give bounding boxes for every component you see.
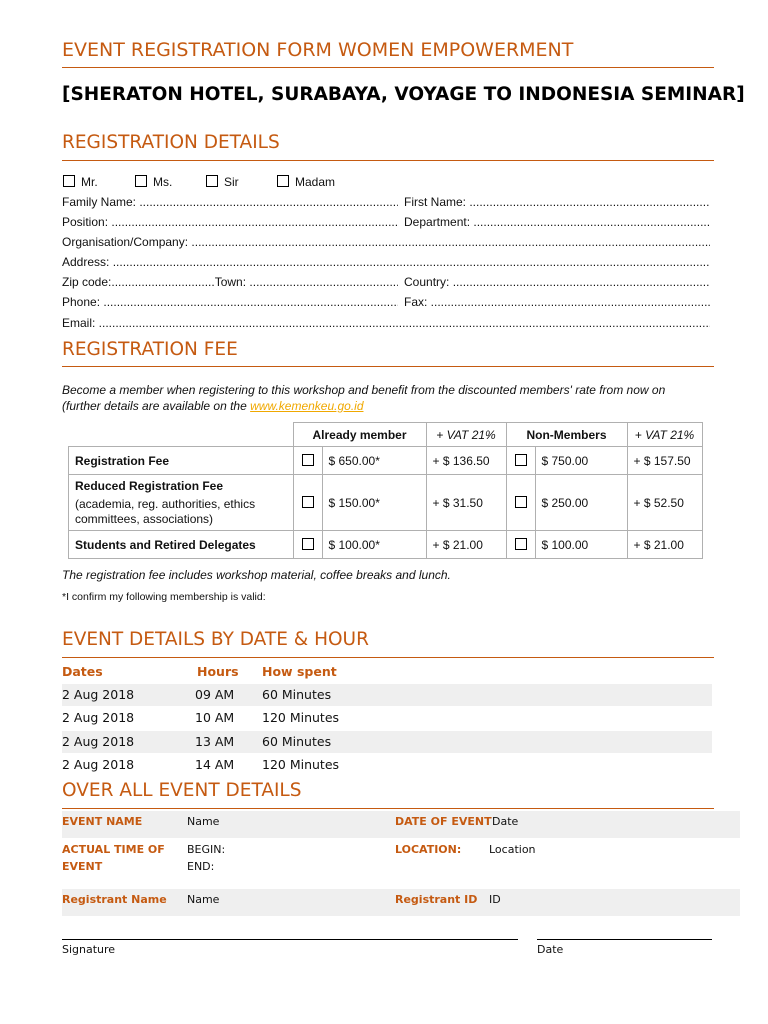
salutation-ms[interactable]: Ms. [135, 175, 172, 189]
member-price: $ 650.00* [322, 447, 426, 475]
member-checkbox-cell[interactable] [293, 531, 322, 559]
country-field[interactable]: Country: ..... [404, 275, 710, 289]
actual-time-label: ACTUAL TIME OF EVENT [62, 843, 165, 873]
table-row [69, 531, 703, 559]
list-item [62, 754, 712, 776]
location-value[interactable]: Location [489, 843, 536, 856]
email-field[interactable]: Email: ..... [62, 316, 710, 330]
column-hours: Hours [197, 664, 239, 679]
registrant-name-label: Registrant Name [62, 893, 167, 906]
event-date: 2 Aug 2018 [62, 687, 135, 702]
header-vat-member: + VAT 21% [426, 423, 506, 447]
fee-intro-line2: (further details are available on the www.kemenkeu.go.id [62, 399, 364, 413]
non-member-vat: + $ 52.50 [627, 475, 702, 531]
registration-fee-rule [62, 366, 714, 367]
organisation-field[interactable]: Organisation/Company: ..... [62, 235, 710, 249]
event-date: 2 Aug 2018 [62, 734, 135, 749]
registrant-id-label: Registrant ID [395, 893, 478, 906]
member-checkbox-cell[interactable] [293, 475, 322, 531]
member-price: $ 100.00* [322, 531, 426, 559]
address-field[interactable]: Address: ..... [62, 255, 710, 269]
non-member-vat: + $ 157.50 [627, 447, 702, 475]
phone-field[interactable]: Phone: ..... [62, 295, 398, 309]
header-vat-non-member: + VAT 21% [627, 423, 702, 447]
list-item [62, 707, 712, 729]
family-name-field[interactable]: Family Name: ..... [62, 195, 398, 209]
row-label: Registration Fee [69, 447, 294, 475]
member-checkbox[interactable] [302, 454, 314, 466]
title-rule [62, 67, 714, 68]
registration-fee-heading: REGISTRATION FEE [62, 339, 238, 360]
department-field[interactable]: Department: ..... [404, 215, 710, 229]
membership-confirm: *I confirm my following membership is valid: [62, 591, 266, 603]
event-duration: 120 Minutes [262, 710, 340, 725]
event-hour: 14 AM [195, 757, 235, 772]
non-member-vat: + $ 21.00 [627, 531, 702, 559]
table-row [69, 447, 703, 475]
event-date: 2 Aug 2018 [62, 710, 135, 725]
registrant-id-value[interactable]: ID [489, 893, 501, 906]
header-already-member: Already member [293, 423, 426, 447]
non-member-checkbox[interactable] [515, 454, 527, 466]
row-label: Reduced Registration Fee [75, 478, 224, 493]
event-name-label: EVENT NAME [62, 815, 143, 828]
kemenkeu-link[interactable]: www.kemenkeu.go.id [250, 399, 364, 413]
registrant-name-value[interactable]: Name [187, 893, 220, 906]
position-field[interactable]: Position: ..... [62, 215, 398, 229]
member-checkbox[interactable] [302, 496, 314, 508]
form-subtitle: [SHERATON HOTEL, SURABAYA, VOYAGE TO INDONESIA SEMINAR] [62, 84, 745, 105]
row-label: Students and Retired Delegates [69, 531, 294, 559]
end-value[interactable]: END: [187, 860, 215, 873]
event-details-heading: EVENT DETAILS BY DATE & HOUR [62, 629, 369, 650]
member-vat: + $ 31.50 [426, 475, 506, 531]
header-non-members: Non-Members [506, 423, 627, 447]
date-of-event-value[interactable]: Date [492, 815, 519, 828]
signature-line[interactable] [62, 939, 518, 940]
salutation-sir[interactable]: Sir [206, 175, 239, 189]
first-name-field[interactable]: First Name: ..... [404, 195, 710, 209]
registration-details-rule [62, 160, 714, 161]
column-dates: Dates [62, 664, 103, 679]
date-label: Date [537, 943, 564, 956]
event-details-rule [62, 657, 714, 658]
non-member-checkbox-cell[interactable] [506, 447, 535, 475]
non-member-price: $ 750.00 [535, 447, 627, 475]
non-member-price: $ 100.00 [535, 531, 627, 559]
member-vat: + $ 136.50 [426, 447, 506, 475]
event-date: 2 Aug 2018 [62, 757, 135, 772]
checkbox-mr[interactable] [63, 175, 75, 187]
member-checkbox-cell[interactable] [293, 447, 322, 475]
event-hour: 09 AM [195, 687, 235, 702]
event-hour: 13 AM [195, 734, 235, 749]
event-name-value[interactable]: Name [187, 815, 220, 828]
overall-details-heading: OVER ALL EVENT DETAILS [62, 780, 302, 801]
registration-details-heading: REGISTRATION DETAILS [62, 132, 280, 153]
registration-fee-table [68, 422, 703, 559]
event-duration: 60 Minutes [262, 687, 332, 702]
member-checkbox[interactable] [302, 538, 314, 550]
date-of-event-label: DATE OF EVENT [395, 815, 492, 828]
salutation-mr[interactable]: Mr. [63, 175, 98, 189]
location-label: LOCATION: [395, 843, 462, 856]
member-price: $ 150.00* [322, 475, 426, 531]
checkbox-sir[interactable] [206, 175, 218, 187]
date-line[interactable] [537, 939, 712, 940]
non-member-checkbox[interactable] [515, 496, 527, 508]
signature-label: Signature [62, 943, 116, 956]
event-hour: 10 AM [195, 710, 235, 725]
event-duration: 60 Minutes [262, 734, 332, 749]
row-sublabel: (academia, reg. authorities, ethics committees, associations) [75, 496, 256, 526]
list-item [62, 684, 712, 706]
fee-intro-line1: Become a member when registering to this workshop and benefit from the discounted members' rate from now on [62, 383, 666, 397]
non-member-checkbox[interactable] [515, 538, 527, 550]
non-member-price: $ 250.00 [535, 475, 627, 531]
zip-town-field[interactable]: Zip code:...............................Town: ..... [62, 275, 398, 289]
checkbox-madam[interactable] [277, 175, 289, 187]
list-item [62, 731, 712, 753]
column-how-spent: How spent [262, 664, 337, 679]
salutation-madam[interactable]: Madam [277, 175, 335, 189]
begin-value[interactable]: BEGIN: [187, 843, 226, 856]
event-duration: 120 Minutes [262, 757, 340, 772]
checkbox-ms[interactable] [135, 175, 147, 187]
table-row [69, 475, 703, 531]
non-member-checkbox-cell[interactable] [506, 475, 535, 531]
member-vat: + $ 21.00 [426, 531, 506, 559]
overall-details-rule [62, 808, 714, 809]
fax-field[interactable]: Fax: ..... [404, 295, 710, 309]
fee-note: The registration fee includes workshop material, coffee breaks and lunch. [62, 568, 451, 582]
form-title: EVENT REGISTRATION FORM WOMEN EMPOWERMENT [62, 39, 574, 61]
non-member-checkbox-cell[interactable] [506, 531, 535, 559]
